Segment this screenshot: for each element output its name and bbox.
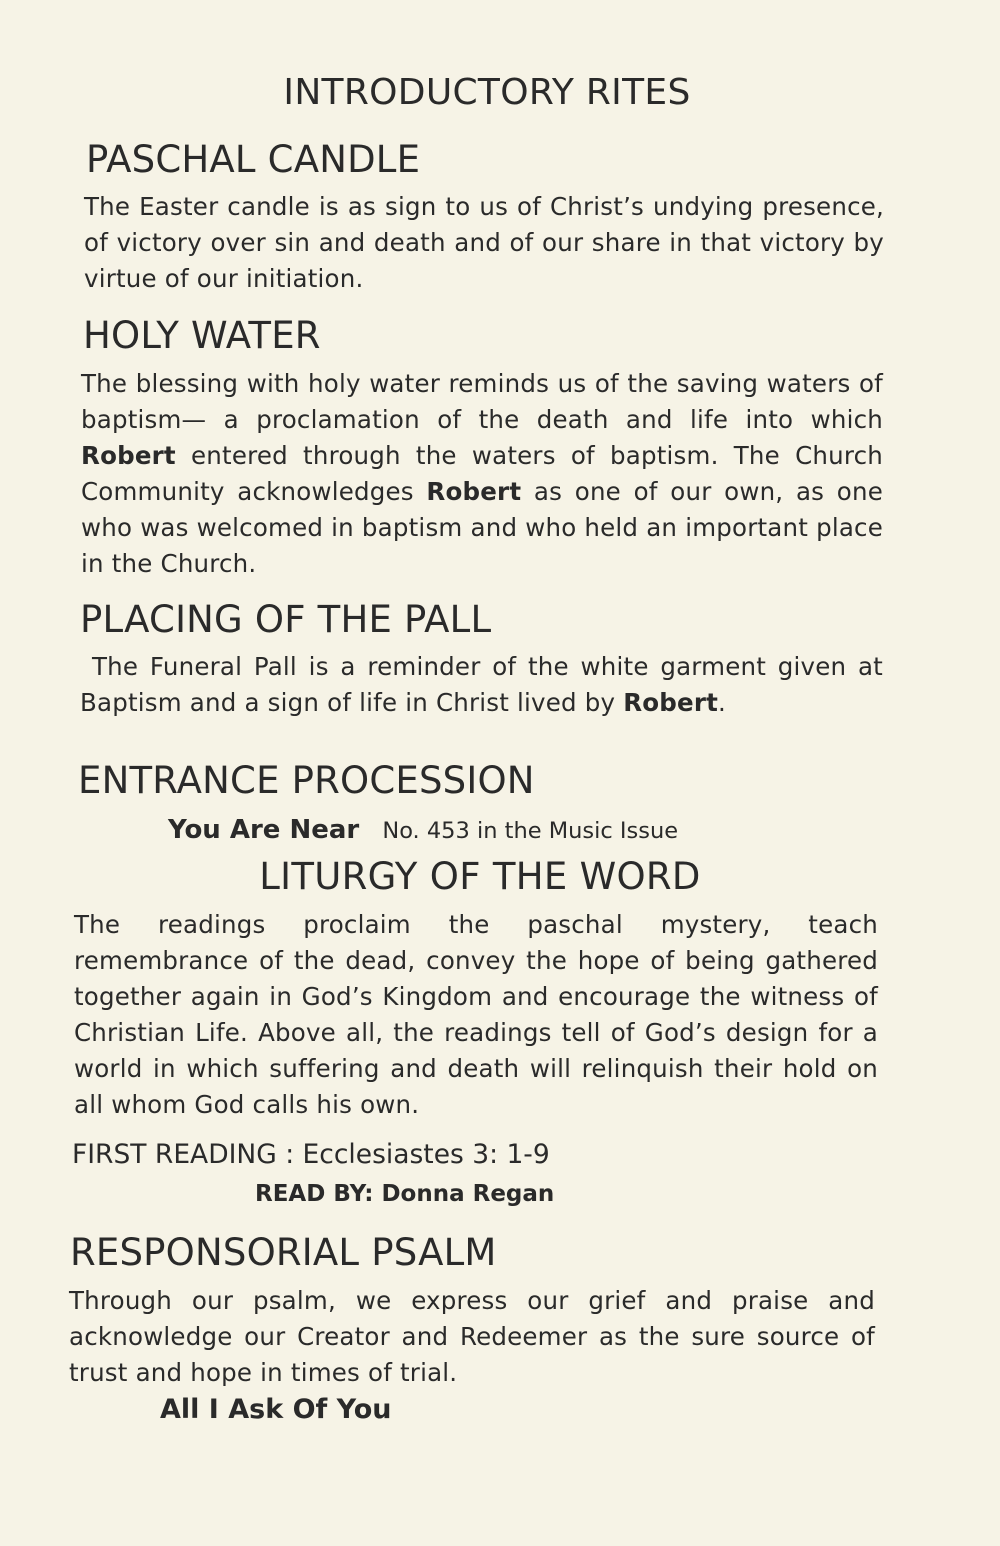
liturgy-of-word-text: The readings proclaim the paschal mystery, teach remembrance of the dead, convey the hope of being gathered together again in God’s Kingdom and encourage the witness of Christian Life. Above all, the readings tell of God’s design for a world in which suffering and death will relinquish their hold on all whom God calls his own. xyxy=(74,910,878,1119)
entrance-hymn-reference: No. 453 in the Music Issue xyxy=(382,818,679,844)
placing-of-pall-text: The Funeral Pall is a reminder of the white garment given at Baptism and a sign of life in Christ lived by Robert. xyxy=(80,652,883,717)
deceased-name: Robert xyxy=(623,688,719,717)
entrance-hymn-title: You Are Near xyxy=(168,815,360,845)
first-reading-reader: READ BY: Donna Regan xyxy=(255,1181,555,1207)
introductory-rites-title: INTRODUCTORY RITES xyxy=(283,72,691,113)
entrance-hymn xyxy=(168,815,678,845)
entrance-procession-heading: ENTRANCE PROCESSION xyxy=(78,759,535,802)
first-reading-label: FIRST READING : Ecclesiastes 3: 1-9 xyxy=(72,1139,550,1170)
psalm-song-title: All I Ask Of You xyxy=(160,1394,392,1425)
holy-water-heading: HOLY WATER xyxy=(83,314,321,357)
holy-water-text: The blessing with holy water reminds us of the saving waters of baptism— a proclamation of the death and life into which Robert entered through the waters of baptism. The Church Community acknowledges Robert as one of our own, as one who was welcomed in baptism and who held an important place in the Church. xyxy=(81,369,884,578)
responsorial-psalm-heading: RESPONSORIAL PSALM xyxy=(70,1231,497,1274)
deceased-name: Robert xyxy=(81,441,176,470)
placing-of-pall-heading: PLACING OF THE PALL xyxy=(80,598,492,641)
responsorial-psalm-text: Through our psalm, we express our grief and praise and acknowledge our Creator and Redeemer as the sure source of trust and hope in times of trial. xyxy=(69,1286,875,1387)
deceased-name: Robert xyxy=(426,477,522,506)
liturgy-of-word-title: LITURGY OF THE WORD xyxy=(259,855,701,898)
paschal-candle-heading: PASCHAL CANDLE xyxy=(86,138,421,181)
paschal-candle-text: The Easter candle is as sign to us of Christ’s undying presence, of victory over sin and death and of our share in that victory by virtue of our initiation. xyxy=(84,192,884,293)
